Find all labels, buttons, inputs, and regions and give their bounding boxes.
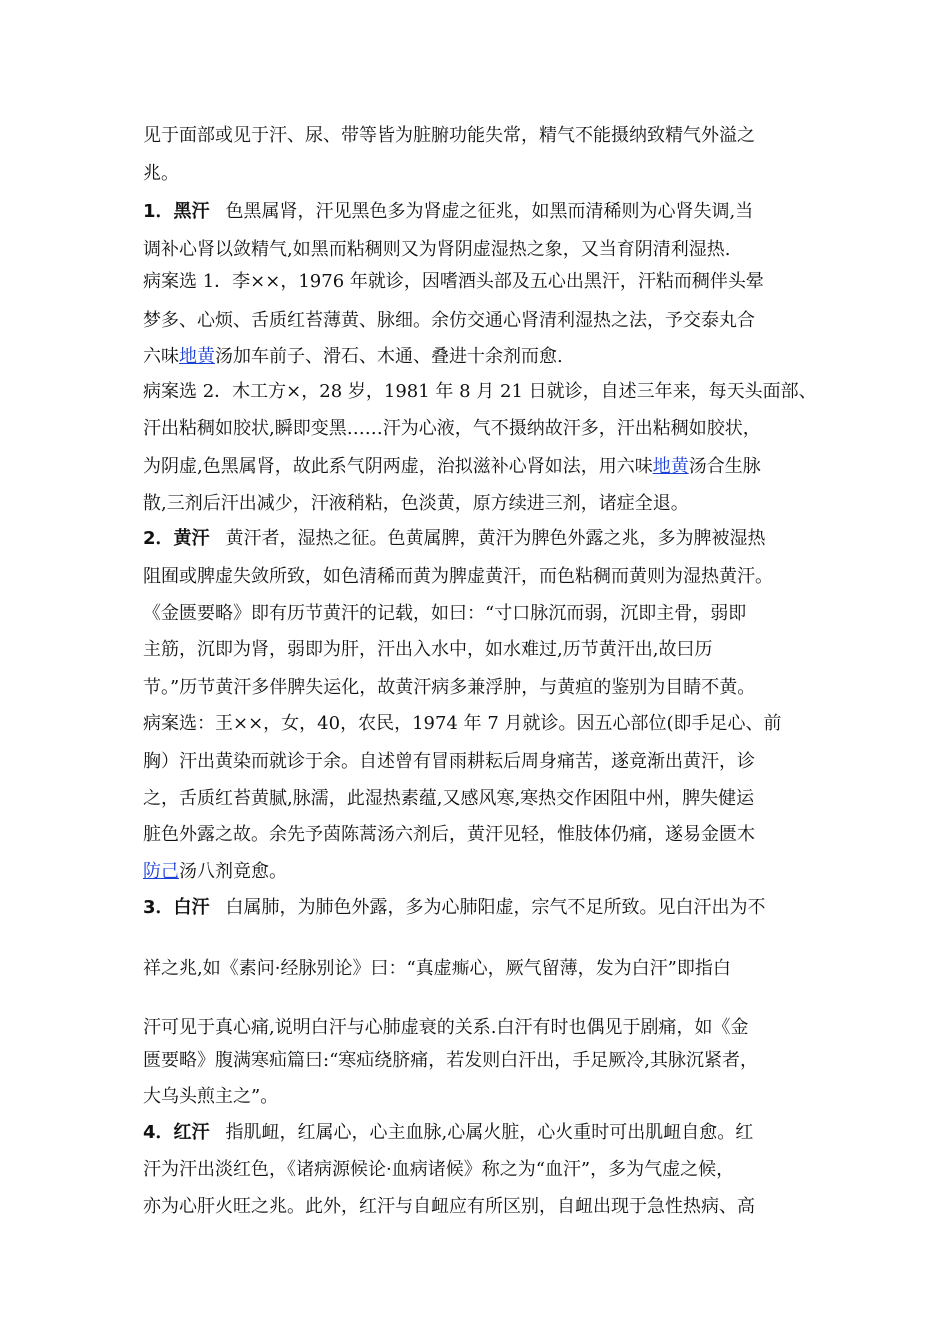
text-line: 见于面部或见于汗、尿、带等皆为脏腑功能失常，精气不能摄纳致精气外溢之 (143, 125, 755, 146)
text-span: 黄汗者，湿热之征。色黄属脾，黄汗为脾色外露之兆，多为脾被湿热 (225, 528, 766, 549)
text-span: 为阴虚,色黑属肾，故此系气阴两虚，治拟滋补心肾如法，用六味 (143, 456, 653, 477)
text-line: 病案选 1．李××，1976 年就诊，因嗜酒头部及五心出黑汗，汗粘而稠伴头晕 (143, 271, 764, 292)
text-line: 大乌头煎主之”。 (143, 1086, 279, 1107)
text-line: 《金匮要略》即有历节黄汗的记载，如曰：“寸口脉沉而弱，沉即主骨，弱即 (143, 603, 747, 624)
text-span: 汤合生脉 (688, 456, 761, 477)
heading-label: 4．红汗 (143, 1122, 210, 1143)
link-fangji[interactable]: 防己 (143, 861, 179, 882)
section-heading-yellow-sweat (143, 527, 766, 551)
text-line: 病案选 2．木工方×，28 岁，1981 年 8 月 21 日就诊，自述三年来，每天头面部、 (143, 381, 817, 402)
text-line (143, 345, 563, 369)
text-span: 色黑属肾，汗见黑色多为肾虚之征兆，如黑而清稀则为心肾失调,当 (225, 201, 754, 222)
text-line: 之，舌质红苔黄腻,脉濡，此湿热素蕴,又感风寒,寒热交作困阻中州，脾失健运 (143, 788, 755, 809)
text-line: 匮要略》腹满寒疝篇曰:“寒疝绕脐痛，若发则白汗出，手足厥冷,其脉沉紧者， (143, 1050, 758, 1071)
text-line: 脏色外露之故。余先予茵陈蒿汤六剂后，黄汗见轻，惟肢体仍痛，遂易金匮木 (143, 824, 755, 845)
heading-label: 2．黄汗 (143, 528, 210, 549)
text-span: 汤八剂竟愈。 (179, 861, 287, 882)
text-line: 阻囿或脾虚失敛所致，如色清稀而黄为脾虚黄汗，而色粘稠而黄则为湿热黄汗。 (143, 566, 773, 587)
text-line: 梦多、心烦、舌质红苔薄黄、脉细。余仿交通心肾清利湿热之法，予交泰丸合 (143, 310, 755, 331)
text-line: 散,三剂后汗出减少，汗液稍粘，色淡黄，原方续进三剂，诸症全退。 (143, 493, 689, 514)
section-heading-white-sweat (143, 896, 766, 920)
section-heading-red-sweat (143, 1121, 753, 1145)
link-dihuang-2[interactable]: 地黄 (652, 456, 689, 477)
heading-label: 1．黑汗 (143, 201, 210, 222)
text-line: 汗出粘稠如胶状,瞬即变黑……汗为心液，气不摄纳故汗多，汗出粘稠如胶状， (143, 418, 761, 439)
text-span: 汤加车前子、滑石、木通、叠进十余剂而愈. (215, 346, 563, 367)
link-dihuang[interactable]: 地黄 (179, 346, 215, 367)
text-span: 白属肺，为肺色外露，多为心肺阳虚，宗气不足所致。见白汗出为不 (225, 897, 766, 918)
text-line: 节。”历节黄汗多伴脾失运化，故黄汗病多兼浮肿，与黄疸的鉴别为目睛不黄。 (143, 677, 756, 698)
text-line: 汗为汗出淡红色，《诸病源候论·血病诸候》称之为“血汗”，多为气虚之候， (143, 1159, 735, 1180)
text-line: 汗可见于真心痛,说明白汗与心肺虚衰的关系.白汗有时也偶见于剧痛，如《金 (143, 1017, 749, 1038)
text-line: 祥之兆,如《素问·经脉别论》曰：“真虚𤺊心，厥气留薄，发为白汗”即指白 (143, 958, 731, 979)
text-line: 胸）汗出黄染而就诊于余。自述曾有冒雨耕耘后周身痛苦，遂竟渐出黄汗，诊 (143, 751, 755, 772)
text-line (143, 455, 761, 479)
text-line: 兆。 (143, 163, 179, 184)
section-heading-black-sweat (143, 200, 753, 224)
text-span: 六味 (143, 346, 179, 367)
text-line: 病案选：王××，女，40，农民，1974 年 7 月就诊。因五心部位(即手足心、前 (143, 713, 782, 734)
text-line (143, 860, 287, 884)
text-line: 亦为心肝火旺之兆。此外，红汗与自衄应有所区别，自衄出现于急性热病、高 (143, 1196, 755, 1217)
heading-label: 3．白汗 (143, 897, 210, 918)
text-line: 调补心肾以敛精气,如黑而粘稠则又为肾阴虚湿热之象，又当育阴清利湿热. (143, 239, 731, 260)
text-line: 主筋，沉即为肾，弱即为肝，汗出入水中，如水难过,历节黄汗出,故曰历 (143, 639, 713, 660)
text-span: 指肌衄，红属心，心主血脉,心属火脏，心火重时可出肌衄自愈。红 (225, 1122, 754, 1143)
